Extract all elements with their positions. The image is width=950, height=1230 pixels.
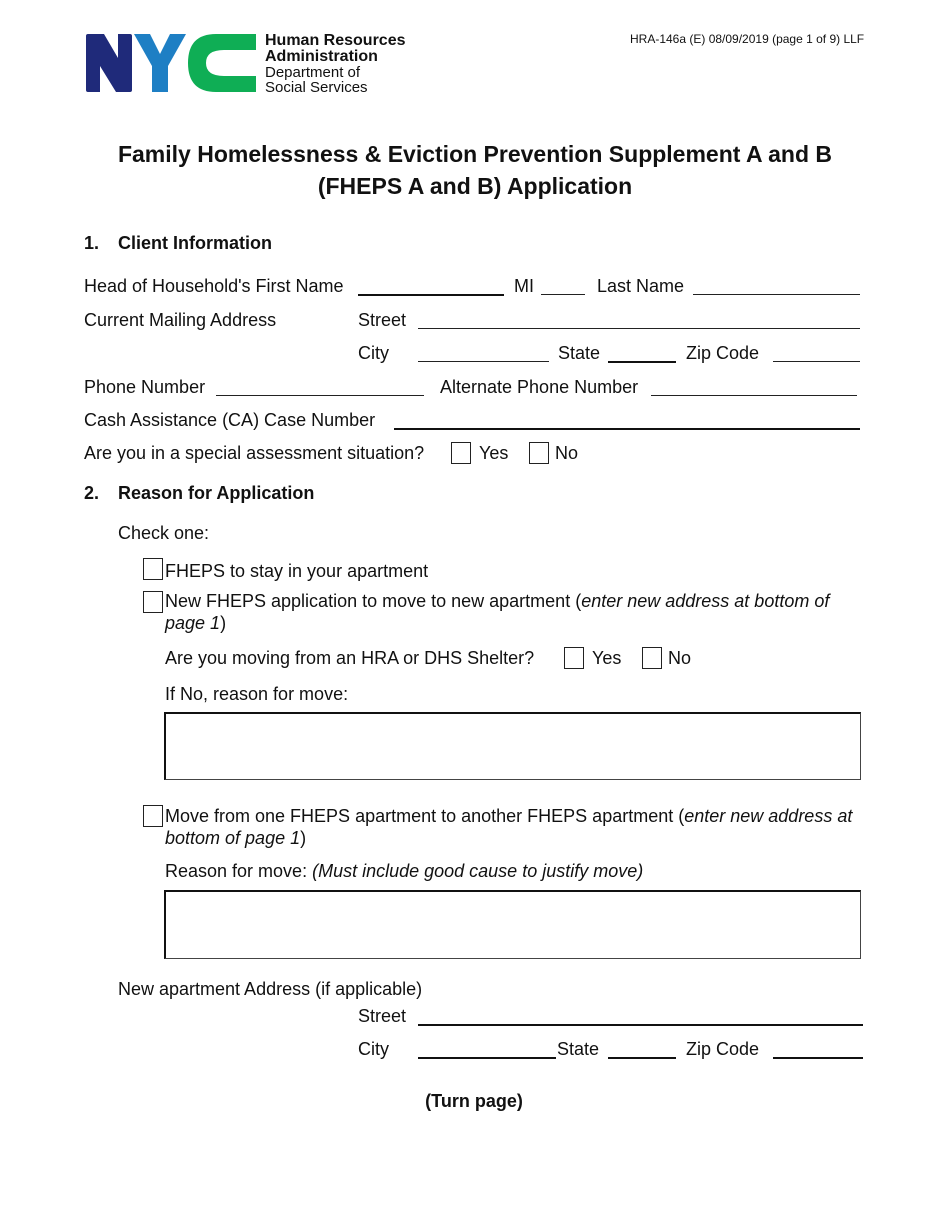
reason-for-move-text: Reason for move: xyxy=(165,861,313,881)
logo-dept-line1: Department of xyxy=(265,64,361,81)
section2-heading: Reason for Application xyxy=(118,483,315,503)
special-assessment-no-label: No xyxy=(555,443,579,463)
option-new-apartment-text: New FHEPS application to move to new apartment ( xyxy=(165,591,582,611)
mi-field[interactable] xyxy=(541,294,585,295)
reason-for-move-textbox[interactable] xyxy=(164,890,861,959)
new-city-label: City xyxy=(358,1039,389,1059)
turn-page-label: (Turn page) xyxy=(425,1091,523,1111)
form-id: HRA-146a (E) 08/09/2019 (page 1 of 9) LLF xyxy=(630,32,865,46)
if-no-reason-label: If No, reason for move: xyxy=(165,684,349,704)
state-field[interactable] xyxy=(608,361,676,363)
section1-number: 1. xyxy=(84,233,100,253)
nyc-logo-letter-y xyxy=(134,34,186,92)
special-assessment-label: Are you in a special assessment situation? xyxy=(84,443,425,463)
last-name-field[interactable] xyxy=(693,294,860,295)
mi-label: MI xyxy=(514,276,534,296)
new-street-field[interactable] xyxy=(418,1024,863,1026)
new-city-field[interactable] xyxy=(418,1057,556,1059)
logo-org-line1: Human Resources xyxy=(265,32,406,49)
mailing-address-label: Current Mailing Address xyxy=(84,310,277,330)
special-assessment-yes-checkbox[interactable] xyxy=(451,442,471,464)
option-fheps-transfer-italic: enter new address at bottom of page 1 xyxy=(165,806,853,848)
nyc-logo xyxy=(84,32,260,94)
check-one-label: Check one: xyxy=(118,523,210,543)
shelter-yes-checkbox[interactable] xyxy=(564,647,584,669)
new-state-label: State xyxy=(557,1039,600,1059)
section1-heading: Client Information xyxy=(118,233,272,253)
option-fheps-transfer-label xyxy=(165,805,865,849)
special-assessment-no-checkbox[interactable] xyxy=(529,442,549,464)
city-field[interactable] xyxy=(418,361,549,362)
zip-field[interactable] xyxy=(773,361,860,362)
shelter-yes-label: Yes xyxy=(592,648,622,668)
city-label: City xyxy=(358,343,389,363)
option-fheps-transfer-text: Move from one FHEPS apartment to another FHEPS apartment ( xyxy=(165,806,685,826)
reason-for-move-label xyxy=(165,860,643,882)
logo-text xyxy=(265,33,406,95)
first-name-field[interactable] xyxy=(358,294,504,296)
street-field[interactable] xyxy=(418,328,860,329)
logo-org-line2: Administration xyxy=(265,48,378,65)
street-label: Street xyxy=(358,310,407,330)
option-new-apartment-checkbox[interactable] xyxy=(143,591,163,613)
option-fheps-transfer-end: ) xyxy=(300,828,307,848)
alt-phone-label: Alternate Phone Number xyxy=(440,377,639,397)
nyc-logo-letter-c xyxy=(188,34,256,92)
new-zip-field[interactable] xyxy=(773,1057,863,1059)
new-zip-label: Zip Code xyxy=(686,1039,760,1059)
nyc-logo-letter-n xyxy=(86,34,132,92)
section2-number: 2. xyxy=(84,483,100,503)
last-name-label: Last Name xyxy=(597,276,685,296)
zip-label: Zip Code xyxy=(686,343,760,363)
page-title-line2: (FHEPS A and B) Application xyxy=(317,173,633,199)
option-stay-checkbox[interactable] xyxy=(143,558,163,580)
option-new-apartment-italic: enter new address at bottom of page 1 xyxy=(165,591,830,633)
ca-case-label: Cash Assistance (CA) Case Number xyxy=(84,410,376,430)
reason-for-move-italic: (Must include good cause to justify move) xyxy=(312,861,644,881)
ca-case-field[interactable] xyxy=(394,428,860,430)
special-assessment-yes-label: Yes xyxy=(479,443,509,463)
new-address-label: New apartment Address (if applicable) xyxy=(118,979,423,999)
page-title-line1: Family Homelessness & Eviction Prevention Supplement A and B xyxy=(117,141,833,167)
new-state-field[interactable] xyxy=(608,1057,676,1059)
phone-field[interactable] xyxy=(216,395,424,396)
new-street-label: Street xyxy=(358,1006,407,1026)
alt-phone-field[interactable] xyxy=(651,395,857,396)
state-label: State xyxy=(558,343,601,363)
logo-dept-line2: Social Services xyxy=(265,79,368,96)
option-new-apartment-label xyxy=(165,590,865,634)
option-new-apartment-end: ) xyxy=(220,613,227,633)
shelter-question-label: Are you moving from an HRA or DHS Shelter? xyxy=(165,648,535,668)
shelter-no-label: No xyxy=(668,648,692,668)
option-fheps-transfer-checkbox[interactable] xyxy=(143,805,163,827)
phone-label: Phone Number xyxy=(84,377,206,397)
option-stay-label: FHEPS to stay in your apartment xyxy=(165,561,429,581)
shelter-no-checkbox[interactable] xyxy=(642,647,662,669)
if-no-reason-textbox[interactable] xyxy=(164,712,861,780)
first-name-label: Head of Household's First Name xyxy=(84,276,344,296)
